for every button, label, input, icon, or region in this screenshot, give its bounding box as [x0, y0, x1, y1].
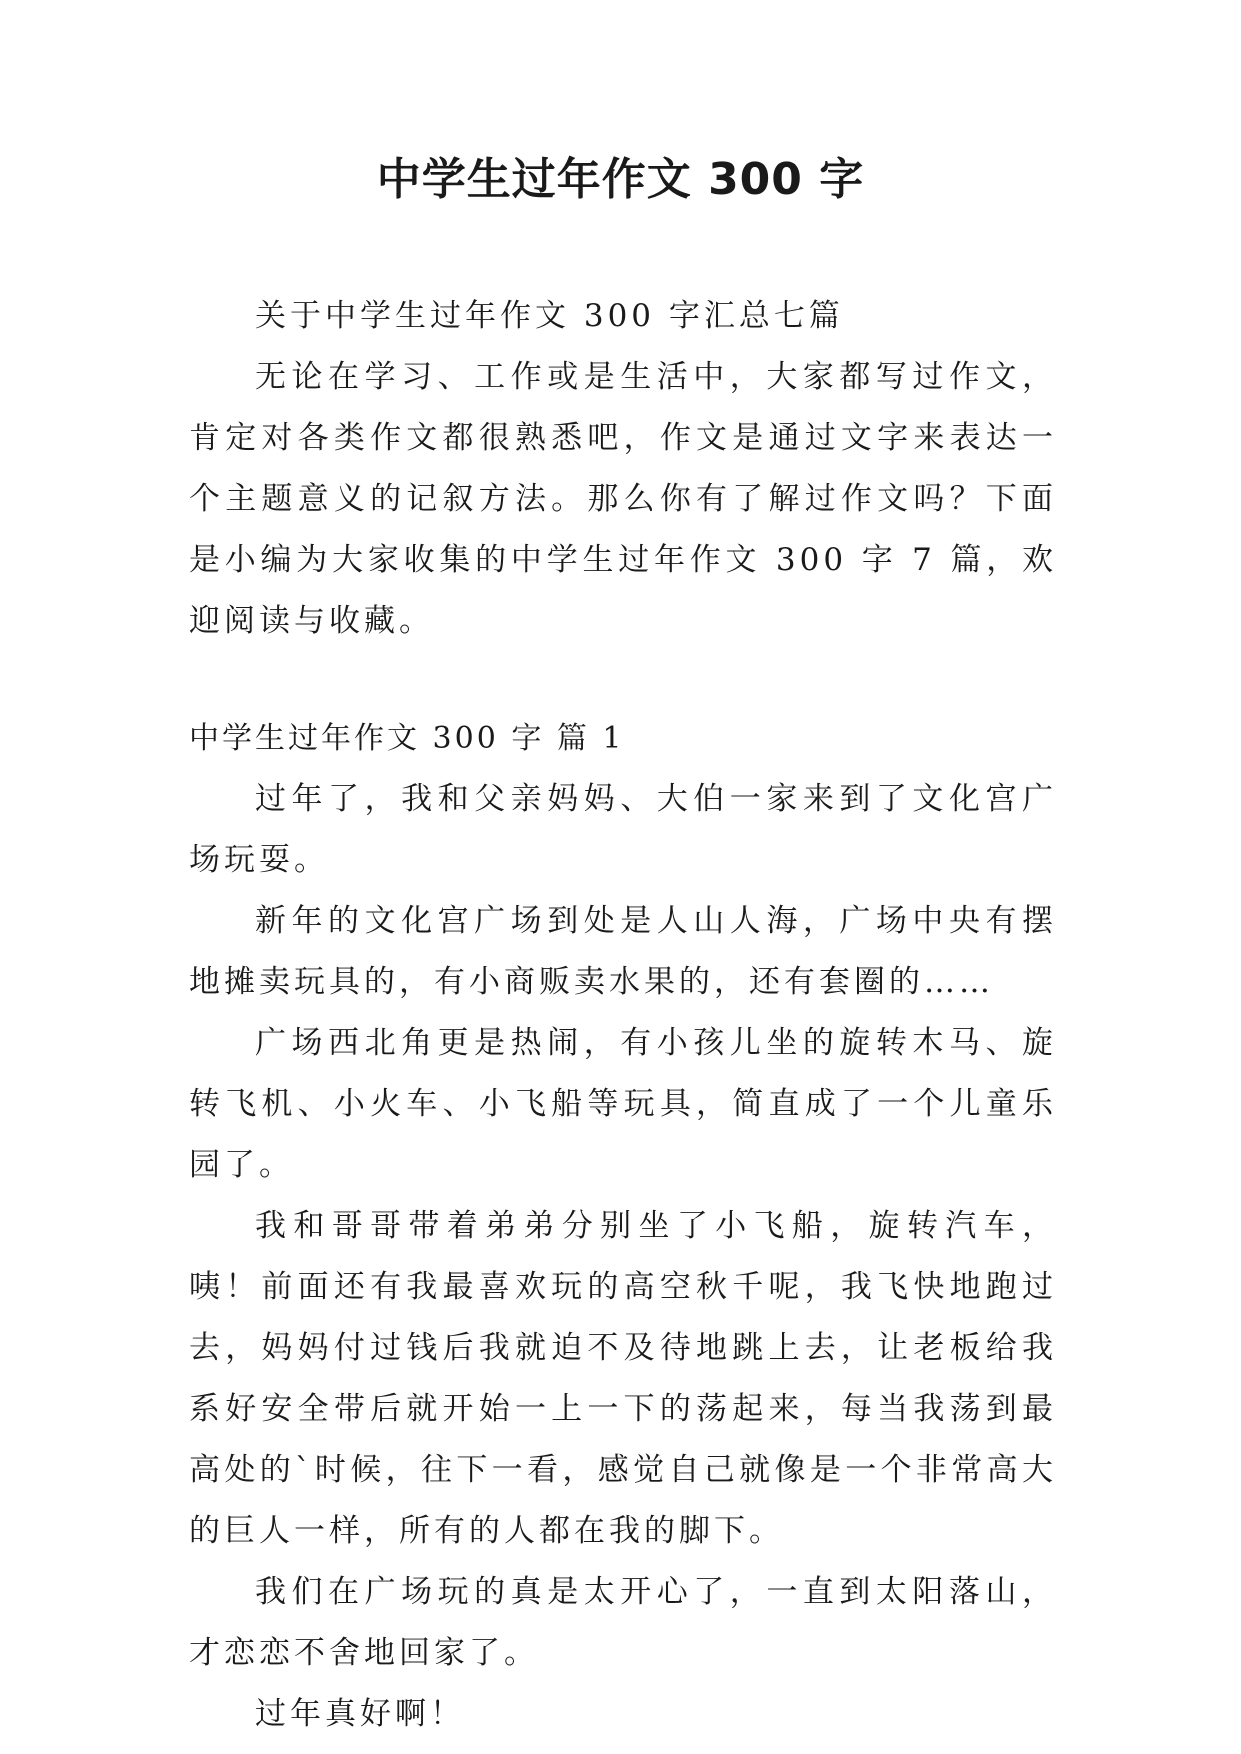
document-subtitle: 关于中学生过年作文 300 字汇总七篇: [255, 298, 844, 334]
essay-paragraph: 过年了，我和父亲妈妈、大伯一家来到了文化宫广场玩耍。: [189, 781, 1057, 878]
document-title: 中学生过年作文 300 字: [376, 154, 865, 205]
essay-paragraph: 过年真好啊！: [255, 1696, 465, 1732]
essay-paragraph: 广场西北角更是热闹，有小孩儿坐的旋转木马、旋转飞机、小火车、小飞船等玩具，简直成了一个儿童乐园了。: [189, 1025, 1057, 1183]
intro-paragraph: 无论在学习、工作或是生活中，大家都写过作文，肯定对各类作文都很熟悉吧，作文是通过文字来表达一个主题意义的记叙方法。那么你有了解过作文吗？下面是小编为大家收集的中学生过年作文 300 字 7 篇，欢迎阅读与收藏。: [189, 359, 1057, 639]
section-heading: 中学生过年作文 300 字 篇 1: [189, 721, 625, 756]
document-body: [189, 286, 1057, 1745]
essay-paragraph: 新年的文化宫广场到处是人山人海，广场中央有摆地摊卖玩具的，有小商贩卖水果的，还有套圈的……: [189, 903, 1057, 1000]
essay-section: [189, 708, 1057, 1745]
essay-paragraph: 我们在广场玩的真是太开心了，一直到太阳落山，才恋恋不舍地回家了。: [189, 1574, 1057, 1671]
essay-paragraph: 我和哥哥带着弟弟分别坐了小飞船，旋转汽车，咦！前面还有我最喜欢玩的高空秋千呢，我飞快地跑过去，妈妈付过钱后我就迫不及待地跳上去，让老板给我系好安全带后就开始一上一下的荡起来，每当我荡到最高处的`时候，往下一看，感觉自己就像是一个非常高大的巨人一样，所有的人都在我的脚下。: [189, 1208, 1057, 1549]
